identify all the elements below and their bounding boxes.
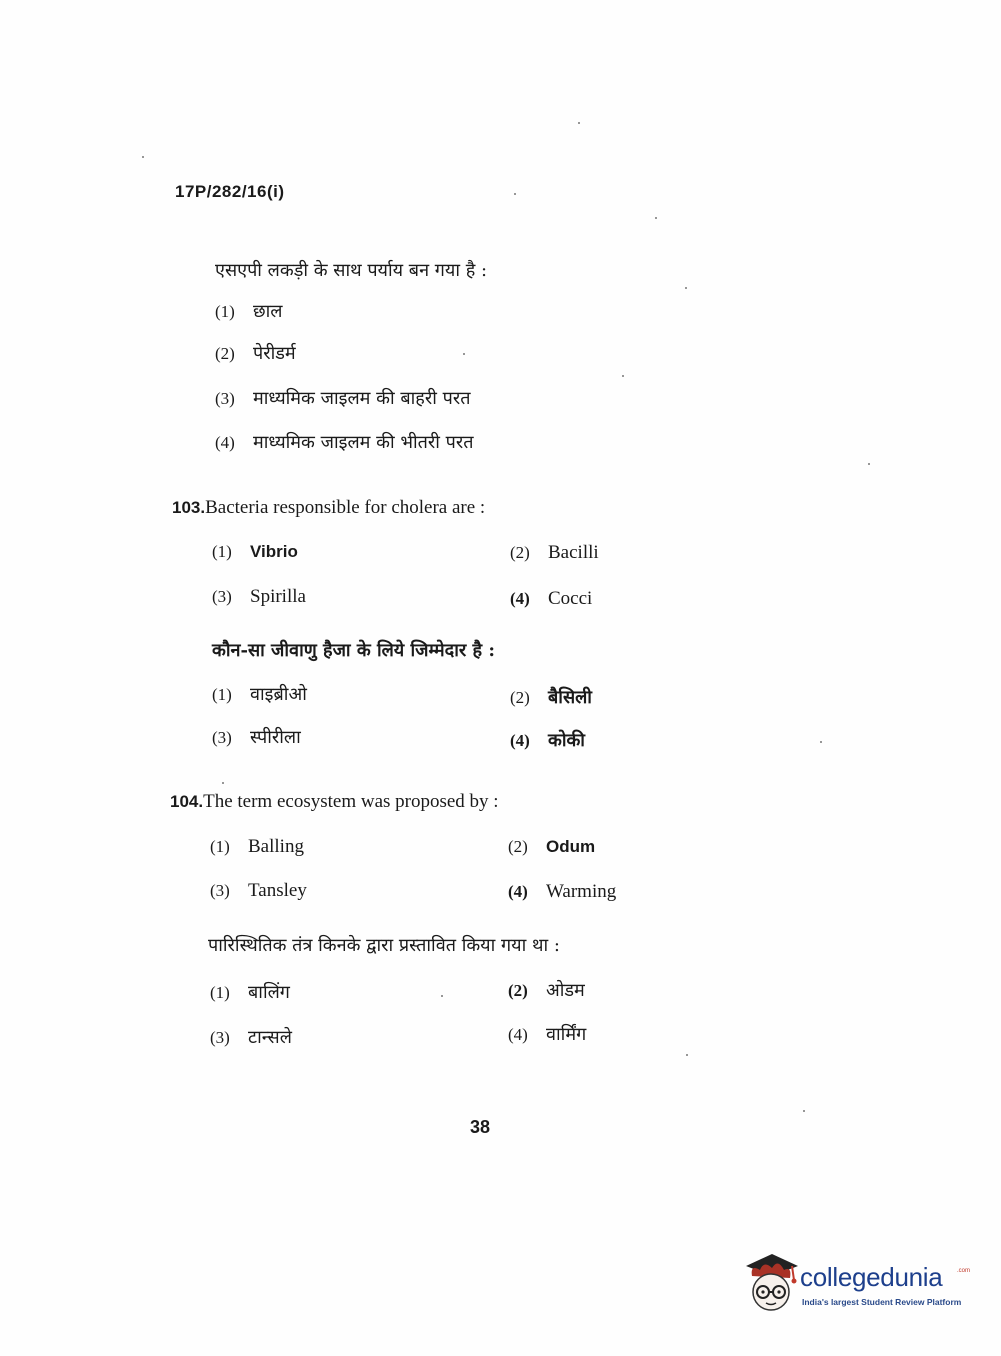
q103-hindi-option-3	[212, 725, 301, 749]
q102-hindi-option-2	[215, 341, 296, 365]
q103-option-3	[212, 586, 306, 608]
logo-tagline: India's largest Student Review Platform	[802, 1297, 962, 1307]
scan-speck	[686, 1054, 688, 1056]
option-number: (3)	[212, 728, 232, 747]
option-number: (4)	[508, 882, 528, 901]
option-number: (1)	[210, 837, 230, 856]
q104-stem	[170, 791, 499, 813]
q104-option-3	[210, 880, 307, 902]
option-number: (1)	[210, 983, 230, 1002]
option-text: टान्सले	[248, 1027, 292, 1048]
mascot-icon	[742, 1252, 800, 1314]
option-text: छाल	[253, 301, 283, 322]
option-text: ओडम	[546, 980, 585, 1001]
option-text: Odum	[546, 837, 596, 856]
option-text: माध्यमिक जाइलम की बाहरी परत	[253, 388, 471, 409]
option-number: (3)	[212, 587, 232, 606]
option-number: (4)	[508, 1025, 528, 1044]
q103-hindi-option-4	[510, 728, 585, 752]
option-text: बैसिली	[548, 687, 592, 708]
scan-speck	[578, 122, 580, 124]
scan-speck	[820, 741, 822, 743]
option-text: वार्मिंग	[546, 1024, 587, 1045]
q103-hindi-option-1	[212, 682, 307, 706]
logo-brand-text: collegedunia	[800, 1262, 943, 1292]
option-number: (4)	[215, 433, 235, 452]
option-number: (2)	[508, 981, 528, 1000]
scan-speck	[514, 193, 516, 195]
option-number: (1)	[212, 542, 232, 561]
q104-option-2	[508, 837, 595, 857]
q104-hindi-stem: पारिस्थितिक तंत्र किनके द्वारा प्रस्तावित किया गया था :	[208, 935, 560, 956]
option-number: (2)	[510, 543, 530, 562]
option-text: कोकी	[548, 730, 585, 751]
q104-hindi-option-2	[508, 978, 585, 1002]
scan-speck	[655, 217, 657, 219]
option-number: (2)	[508, 837, 528, 856]
option-number: (1)	[215, 302, 235, 321]
option-text: पेरीडर्म	[253, 343, 296, 364]
option-text: Cocci	[548, 588, 593, 609]
q103-option-2	[510, 542, 599, 564]
question-number: 104.	[170, 792, 204, 811]
option-text: Warming	[546, 881, 617, 902]
option-number: (2)	[510, 688, 530, 707]
option-number: (3)	[210, 881, 230, 900]
scan-speck	[622, 375, 624, 377]
scan-speck	[463, 353, 465, 355]
option-number: (2)	[215, 344, 235, 363]
q102-hindi-stem: एसएपी लकड़ी के साथ पर्याय बन गया है :	[215, 260, 488, 281]
scan-speck	[803, 1110, 805, 1112]
q103-hindi-option-2	[510, 685, 592, 709]
q103-option-1	[212, 542, 298, 562]
option-text: Balling	[248, 836, 304, 857]
q103-hindi-stem: कौन-सा जीवाणु हैजा के लिये जिम्मेदार है :	[212, 640, 495, 661]
question-text: The term ecosystem was proposed by :	[203, 791, 499, 812]
scan-speck	[685, 287, 687, 289]
option-text: Bacilli	[548, 542, 599, 563]
option-text: स्पीरीला	[250, 727, 301, 748]
q104-hindi-option-1	[210, 980, 290, 1004]
option-text: वाइब्रीओ	[250, 684, 307, 705]
q102-hindi-option-4	[215, 430, 474, 454]
scan-speck	[222, 782, 224, 784]
option-text: माध्यमिक जाइलम की भीतरी परत	[253, 432, 474, 453]
paper-code: 17P/282/16(i)	[175, 182, 285, 201]
option-number: (4)	[510, 589, 530, 608]
scan-speck	[441, 995, 443, 997]
option-text: Tansley	[248, 880, 307, 901]
q104-hindi-option-3	[210, 1025, 292, 1049]
q104-hindi-option-4	[508, 1022, 586, 1046]
page-number: 38	[470, 1117, 491, 1137]
scan-speck	[142, 156, 144, 158]
q102-hindi-option-3	[215, 386, 470, 410]
scan-speck	[868, 463, 870, 465]
option-text: Spirilla	[250, 586, 306, 607]
q104-option-4	[508, 881, 616, 903]
option-text: Vibrio	[250, 542, 298, 561]
q103-stem	[172, 497, 485, 519]
option-number: (1)	[212, 685, 232, 704]
question-number: 103.	[172, 498, 206, 517]
collegedunia-logo	[742, 1250, 972, 1320]
option-number: (3)	[210, 1028, 230, 1047]
question-text: Bacteria responsible for cholera are :	[205, 497, 486, 518]
q104-option-1	[210, 836, 304, 858]
logo-domain-text: .com	[957, 1268, 971, 1274]
option-number: (3)	[215, 389, 235, 408]
q102-hindi-option-1	[215, 299, 282, 323]
q103-option-4	[510, 588, 592, 610]
option-text: बालिंग	[248, 982, 290, 1003]
option-number: (4)	[510, 731, 530, 750]
